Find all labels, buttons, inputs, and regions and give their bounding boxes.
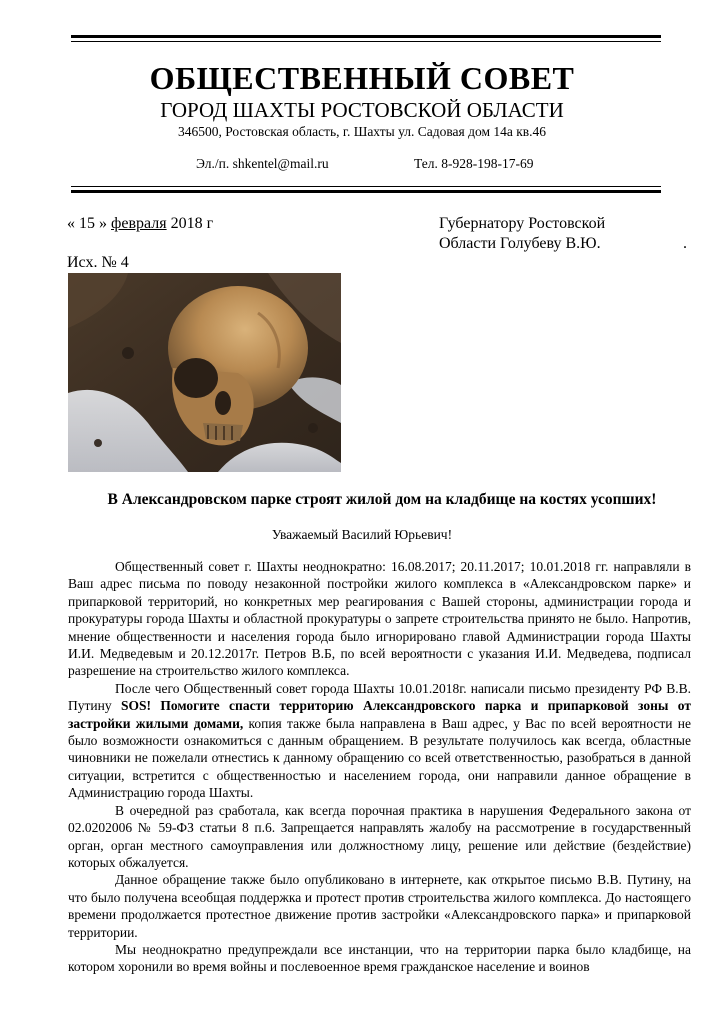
org-email: Эл./п. shkentel@mail.ru <box>196 156 329 171</box>
addressee-dot: . <box>683 235 687 252</box>
letter-date <box>67 214 213 233</box>
body-paragraph-2-bold: SOS! Помогите спасти территорию Александровского парка и припарковой зоны от застройки жилыми домами, <box>68 698 691 731</box>
letter-headline: В Александровском парке строят жилой дом на кладбище на костях усопших! <box>107 491 657 508</box>
skull-photo-image <box>68 273 341 472</box>
addressee-line-1: Губернатору Ростовской <box>439 215 606 232</box>
body-paragraph-3: В очередной раз сработала, как всегда порочная практика в нарушения Федерального закона от 02.0202006 № 59-ФЗ статьи 8 п.6. Запрещается направлять жалобу на рассмотрение в государственный орган, орган местного самоуправления или должностному лицу, решение или действие (бездействие) которых обжалуется. <box>68 802 691 870</box>
header-rule-top-thin <box>71 41 661 42</box>
letter-body <box>68 558 691 976</box>
body-paragraph-2-end: копия также была направлена в Ваш адрес, у Вас по всей вероятности не было возможности ознакомиться с данным обращением. В результате получилось как всегда, областные чиновники не пожелали отнестись к данному обращению со всей ответственностью, разобраться в данной ситуации, встретится с общественностью и населением города, они направили данное обращение в Администрацию города Шахты. <box>68 715 691 801</box>
org-address: 346500, Ростовская область, г. Шахты ул. Садовая дом 14а кв.46 <box>177 124 547 139</box>
body-paragraph-2-start: После чего Общественный совет города Шахты 10.01.2018г. написали письмо президенту РФ В.В. Путину <box>68 680 691 714</box>
skull-photo <box>68 273 341 472</box>
org-subtitle: ГОРОД ШАХТЫ РОСТОВСКОЙ ОБЛАСТИ <box>160 98 564 122</box>
date-month: февраля <box>111 215 167 232</box>
addressee-block <box>439 214 709 254</box>
date-year: 2018 г <box>166 215 214 232</box>
org-title: ОБЩЕСТВЕННЫЙ СОВЕТ <box>149 60 575 96</box>
header-rule-bottom-thin <box>71 186 661 187</box>
header-rule-top-thick <box>71 35 661 38</box>
header-rule-bottom-thick <box>71 190 661 193</box>
body-paragraph-2 <box>68 680 691 802</box>
addressee-line-2: Области Голубеву В.Ю. <box>439 235 601 252</box>
body-paragraph-1: Общественный совет г. Шахты неоднократно: 16.08.2017; 20.11.2017; 10.01.2018 гг. направляли в Ваш адрес письма по поводу незаконной постройки жилого комплекса в «Александровском парке» и припарковой территорий, но конкретных мер реагирования с Вашей стороны, администрации города и прокуратуры города Шахты и областной прокуратуры о запрете строительства принято не было. Напротив, мнение общественности и населения города было игнорировано главой Администрации города Шахты И.И. Медведевым и 20.12.2017г. Петров В.Б, по всей вероятности с указания И.И. Медведева, подписал разрешение на строительство жилого комплекса. <box>68 559 691 679</box>
date-day: « 15 » <box>67 215 111 232</box>
outgoing-number: Исх. № 4 <box>67 254 129 271</box>
body-paragraph-4: Данное обращение также было опубликовано в интернете, как открытое письмо В.В. Путину, на что было получена всеобщая поддержка и протест против строительства жилого комплекса. До настоящего времени продолжается протестное движение против застройки «Александровского парка» и припарковой территории. <box>68 872 691 940</box>
body-paragraph-5: Мы неоднократно предупреждали все инстанции, что на территории парка было кладбище, на котором хоронили во время войны и послевоенное время гражданское население и воинов <box>68 941 691 975</box>
org-phone: Тел. 8-928-198-17-69 <box>414 156 534 171</box>
letter-greeting: Уважаемый Василий Юрьевич! <box>271 527 453 542</box>
